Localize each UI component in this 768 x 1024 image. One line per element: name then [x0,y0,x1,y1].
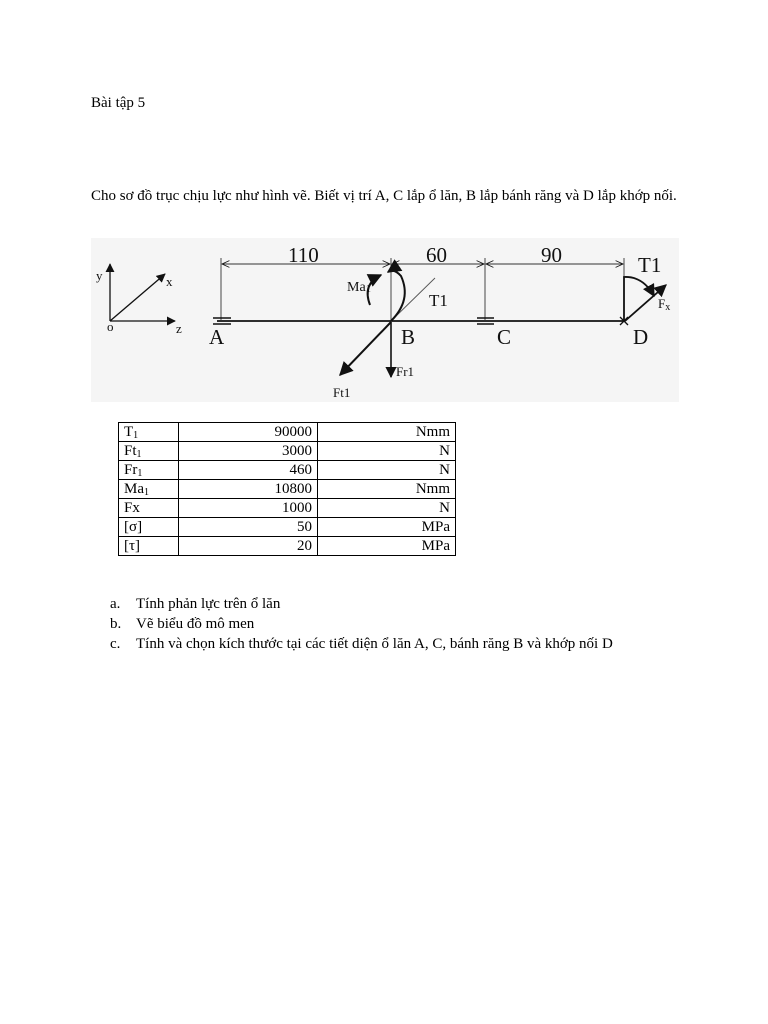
parameter-value-cell: 90000 [179,423,318,442]
parameter-name-cell: [σ] [119,518,179,537]
table-row [119,480,456,499]
parameter-unit-cell: Nmm [318,423,456,442]
parameter-value-cell: 3000 [179,442,318,461]
point-d-label: D [633,325,649,349]
torque-b-label: T1 [429,291,448,310]
task-text: Tính phản lực trên ổ lăn [136,596,281,612]
parameter-unit-cell: MPa [318,518,456,537]
axis-x-label: x [166,274,173,289]
point-c-label: C [497,325,512,349]
point-a-label: A [209,325,225,349]
parameter-value-cell: 460 [179,461,318,480]
parameter-value-cell: 50 [179,518,318,537]
point-b-label: B [401,325,416,349]
task-text: Vẽ biểu đồ mô men [136,616,255,632]
parameter-name-cell: $T_1$ [119,423,179,442]
parameter-value-cell: 1000 [179,499,318,518]
dimension-lines [221,258,624,320]
task-marker: a. [110,596,121,612]
table-row [119,537,456,556]
parameter-value-cell: 10800 [179,480,318,499]
parameter-name-cell: $Ft_1$ [119,442,179,461]
problem-statement: Cho sơ đồ trục chịu lực như hình vẽ. Biết vị trí A, C lắp ổ lăn, B lắp bánh răng và D lắp khớp nối. [91,188,677,204]
dimension-bc: 60 [426,243,447,267]
task-list [110,594,613,654]
coordinate-axes [96,264,182,336]
axis-y-label: y [96,268,103,283]
table-row [119,461,456,480]
task-marker: b. [110,616,122,632]
parameter-value-cell: 20 [179,537,318,556]
task-item [110,594,613,614]
parameter-name-cell: Fx [119,499,179,518]
radial-force-label: Fr1 [396,364,415,379]
table-row [119,518,456,537]
torque-d-label: T1 [638,253,662,277]
axis-origin-label: o [107,319,114,334]
parameter-unit-cell: MPa [318,537,456,556]
task-text: Tính và chọn kích thước tại các tiết diện ổ lăn A, C, bánh răng B và khớp nối D [136,636,613,652]
table-row [119,499,456,518]
parameter-unit-cell: Nmm [318,480,456,499]
parameter-name-cell: $Ma_1$ [119,480,179,499]
tangential-force-label: Ft1 [333,385,351,400]
moment-label: Ma1 [347,280,372,295]
dimension-ab: 110 [288,243,319,267]
parameter-unit-cell: N [318,499,456,518]
table-row [119,423,456,442]
parameter-unit-cell: N [318,461,456,480]
table-row [119,442,456,461]
parameter-unit-cell: N [318,442,456,461]
exercise-title: Bài tập 5 [91,95,146,111]
task-item [110,614,613,634]
task-item [110,634,613,654]
parameter-name-cell: [τ] [119,537,179,556]
axial-force-label: Fx [658,296,671,313]
parameter-name-cell: $Fr_1$ [119,461,179,480]
dimension-cd: 90 [541,243,562,267]
shaft-diagram [91,238,679,402]
parameters-table [118,422,456,556]
task-marker: c. [110,636,121,652]
axis-z-label: z [176,321,182,336]
